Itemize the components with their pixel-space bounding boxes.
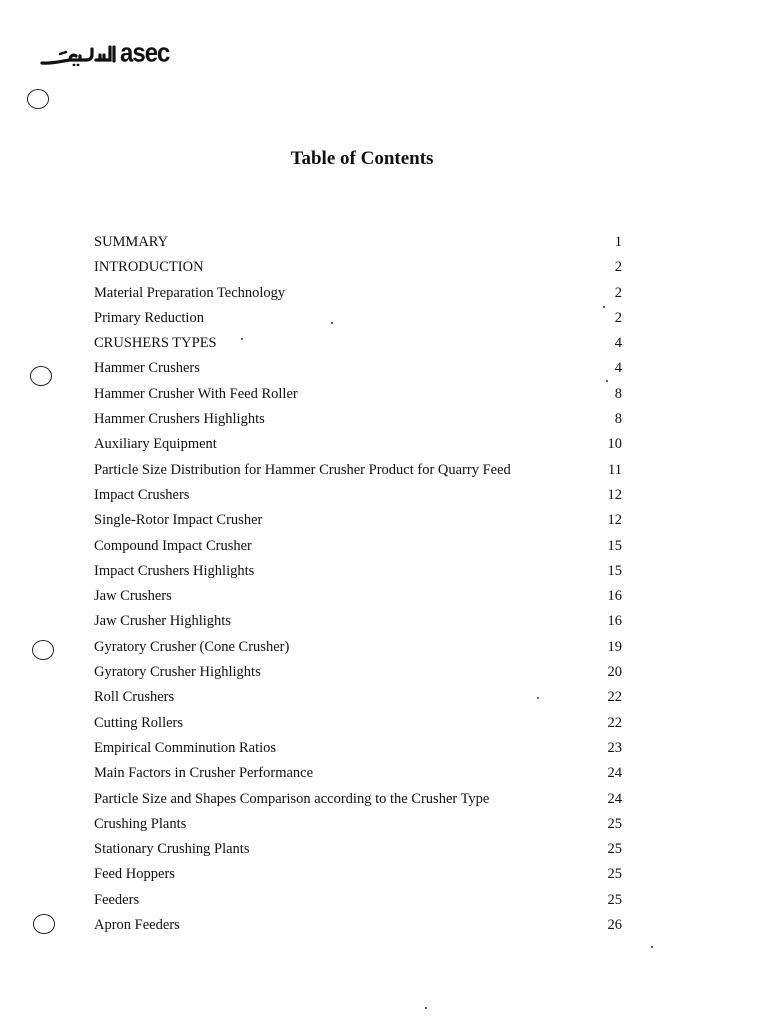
toc-entry[interactable]: [94, 789, 634, 814]
toc-entry-label: Crushing Plants: [94, 815, 187, 832]
toc-entry-label: Impact Crushers: [94, 486, 190, 503]
toc-entry-label: Roll Crushers: [94, 689, 175, 706]
toc-entry-page-number: 26: [607, 917, 622, 934]
toc-entry[interactable]: [94, 434, 634, 459]
toc-entry[interactable]: [94, 561, 634, 586]
toc-entry-label: Material Preparation Technology: [94, 284, 286, 301]
toc-entry-page-number: 25: [607, 866, 622, 883]
toc-entry-label: Apron Feeders: [94, 917, 180, 934]
toc-entry-page-number: 4: [614, 335, 622, 352]
toc-entry-page-number: 8: [614, 385, 622, 402]
toc-entry-label: Cutting Rollers: [94, 714, 184, 731]
arabic-logotype-icon: [40, 44, 118, 66]
toc-entry[interactable]: [94, 662, 634, 687]
scan-speck: [425, 1007, 427, 1009]
toc-entry-page-number: 22: [607, 689, 622, 706]
toc-entry[interactable]: [94, 358, 634, 383]
toc-entry-label: Single-Rotor Impact Crusher: [94, 512, 263, 529]
toc-entry-label: Jaw Crushers: [94, 588, 172, 605]
punch-hole-icon: [27, 89, 49, 109]
logo-wordmark: asec: [120, 38, 170, 69]
toc-entry[interactable]: [94, 308, 634, 333]
toc-entry[interactable]: [94, 283, 634, 308]
scan-speck: [241, 338, 243, 340]
toc-entry[interactable]: [94, 713, 634, 738]
toc-entry-label: Hammer Crushers Highlights: [94, 411, 265, 428]
table-of-contents: [94, 232, 634, 940]
toc-entry-page-number: 16: [607, 613, 622, 630]
toc-entry-label: Stationary Crushing Plants: [94, 841, 250, 858]
toc-entry-page-number: 24: [607, 765, 622, 782]
toc-entry-page-number: 2: [614, 309, 622, 326]
scan-speck: [606, 380, 608, 382]
page-title: Table of Contents: [290, 148, 434, 169]
toc-entry-label: Particle Size Distribution for Hammer Crusher Product for Quarry Feed: [94, 461, 511, 478]
toc-entry-page-number: 2: [614, 284, 622, 301]
toc-entry-label: Impact Crushers Highlights: [94, 562, 255, 579]
toc-entry-page-number: 10: [607, 436, 622, 453]
toc-entry-label: INTRODUCTION: [94, 259, 204, 276]
toc-entry-label: Hammer Crusher With Feed Roller: [94, 385, 298, 402]
toc-entry-page-number: 22: [607, 714, 622, 731]
toc-entry[interactable]: [94, 890, 634, 915]
toc-entry-label: Particle Size and Shapes Comparison according to the Crusher Type: [94, 790, 490, 807]
scan-speck: [331, 322, 333, 324]
toc-entry-label: Compound Impact Crusher: [94, 537, 252, 554]
toc-entry-page-number: 25: [607, 841, 622, 858]
toc-entry[interactable]: [94, 232, 634, 257]
toc-entry[interactable]: [94, 763, 634, 788]
toc-entry-label: Gyratory Crusher (Cone Crusher): [94, 638, 290, 655]
toc-entry-page-number: 15: [607, 537, 622, 554]
toc-entry-page-number: 25: [607, 891, 622, 908]
toc-entry-label: Empirical Comminution Ratios: [94, 739, 277, 756]
toc-entry[interactable]: [94, 611, 634, 636]
toc-entry-label: Feeders: [94, 891, 140, 908]
toc-entry-page-number: 2: [614, 259, 622, 276]
scan-speck: [603, 306, 605, 308]
toc-entry-page-number: 1: [614, 234, 622, 250]
toc-entry[interactable]: [94, 384, 634, 409]
toc-entry[interactable]: [94, 687, 634, 712]
toc-entry[interactable]: [94, 333, 634, 358]
punch-hole-icon: [33, 914, 55, 934]
toc-entry[interactable]: [94, 510, 634, 535]
toc-entry[interactable]: [94, 409, 634, 434]
toc-entry[interactable]: [94, 915, 634, 940]
toc-entry[interactable]: [94, 637, 634, 662]
toc-entry-page-number: 24: [607, 790, 622, 807]
toc-entry[interactable]: [94, 257, 634, 282]
toc-entry-page-number: 8: [614, 411, 622, 428]
toc-entry-label: Main Factors in Crusher Performance: [94, 765, 314, 782]
toc-entry-label: Primary Reduction: [94, 309, 204, 326]
toc-entry-label: Auxiliary Equipment: [94, 436, 217, 453]
toc-entry-page-number: 20: [607, 664, 622, 681]
toc-entry-page-number: 23: [607, 739, 622, 756]
toc-entry-label: Gyratory Crusher Highlights: [94, 664, 261, 681]
scan-speck: [651, 946, 653, 948]
toc-entry-page-number: 15: [607, 562, 622, 579]
toc-entry[interactable]: [94, 536, 634, 561]
toc-entry[interactable]: [94, 839, 634, 864]
toc-entry[interactable]: [94, 485, 634, 510]
toc-entry[interactable]: [94, 586, 634, 611]
toc-entry[interactable]: [94, 738, 634, 763]
toc-entry-page-number: 19: [607, 638, 622, 655]
punch-hole-icon: [32, 640, 54, 660]
company-logo: [40, 36, 170, 69]
toc-entry-page-number: 16: [607, 588, 622, 605]
punch-hole-icon: [30, 366, 52, 386]
toc-entry-label: SUMMARY: [94, 234, 169, 250]
toc-entry[interactable]: [94, 814, 634, 839]
toc-entry-label: CRUSHERS TYPES: [94, 335, 217, 352]
toc-entry[interactable]: [94, 460, 634, 485]
toc-entry-page-number: 4: [614, 360, 622, 377]
toc-entry-label: Jaw Crusher Highlights: [94, 613, 231, 630]
toc-entry-page-number: 11: [608, 461, 622, 478]
toc-entry-page-number: 12: [607, 486, 622, 503]
toc-entry-page-number: 12: [607, 512, 622, 529]
toc-entry-label: Hammer Crushers: [94, 360, 200, 377]
toc-entry-page-number: 25: [607, 815, 622, 832]
scan-speck: [537, 697, 539, 699]
toc-entry[interactable]: [94, 864, 634, 889]
toc-entry-label: Feed Hoppers: [94, 866, 175, 883]
